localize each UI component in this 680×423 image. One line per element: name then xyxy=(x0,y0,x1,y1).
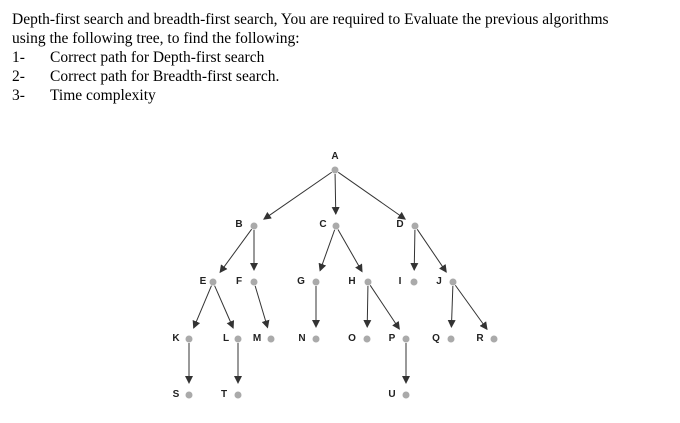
node-o xyxy=(364,336,371,343)
edge-h-o xyxy=(367,286,368,327)
node-label-l: L xyxy=(222,333,230,344)
node-label-p: P xyxy=(388,333,396,344)
requirement-text: Correct path for Breadth-first search. xyxy=(50,68,280,85)
requirement-number: 1- xyxy=(12,49,25,66)
edge-h-p xyxy=(370,285,399,329)
node-u xyxy=(403,392,410,399)
requirement-text: Correct path for Depth-first search xyxy=(50,49,265,66)
edge-j-r xyxy=(455,285,487,329)
node-d xyxy=(412,223,419,230)
node-label-h: H xyxy=(348,276,356,287)
node-q xyxy=(448,336,455,343)
node-c xyxy=(333,223,340,230)
node-k xyxy=(186,336,193,343)
edge-a-d xyxy=(338,172,405,219)
node-a xyxy=(332,167,339,174)
edge-d-j xyxy=(417,229,446,272)
node-r xyxy=(491,336,498,343)
node-n xyxy=(313,336,320,343)
node-label-k: K xyxy=(172,333,180,344)
node-label-e: E xyxy=(199,276,207,287)
node-label-u: U xyxy=(388,389,396,400)
edge-a-c xyxy=(335,174,336,214)
edge-c-g xyxy=(320,230,335,271)
edge-c-h xyxy=(338,229,362,271)
node-label-a: A xyxy=(331,151,339,162)
tree-edges xyxy=(189,172,487,383)
node-j xyxy=(450,279,457,286)
edge-e-k xyxy=(194,286,212,328)
edge-f-m xyxy=(255,286,267,328)
node-s xyxy=(186,392,193,399)
edge-b-e xyxy=(220,229,252,272)
node-label-s: S xyxy=(172,389,180,400)
node-label-o: O xyxy=(348,333,356,344)
node-label-d: D xyxy=(396,219,404,230)
node-label-c: C xyxy=(319,219,327,230)
node-label-f: F xyxy=(235,276,243,287)
requirement-number: 2- xyxy=(12,68,25,85)
node-label-i: I xyxy=(398,276,402,287)
node-p xyxy=(403,336,410,343)
node-h xyxy=(365,279,372,286)
node-g xyxy=(313,279,320,286)
node-label-m: M xyxy=(252,333,262,344)
edge-a-b xyxy=(264,172,332,219)
edge-e-l xyxy=(215,286,234,328)
node-b xyxy=(251,223,258,230)
node-i xyxy=(411,279,418,286)
node-e xyxy=(210,279,217,286)
edge-d-i xyxy=(414,230,415,270)
edge-j-q xyxy=(451,286,452,327)
node-label-n: N xyxy=(298,333,306,344)
node-label-b: B xyxy=(235,219,243,230)
intro-line-1: Depth-first search and breadth-first search, You are required to Evaluate the previous algorithms xyxy=(12,11,609,28)
node-f xyxy=(251,279,258,286)
node-label-t: T xyxy=(220,389,228,400)
requirement-text: Time complexity xyxy=(50,87,156,104)
node-label-q: Q xyxy=(432,333,440,344)
node-l xyxy=(235,336,242,343)
node-label-j: J xyxy=(436,276,442,287)
node-t xyxy=(235,392,242,399)
node-label-r: R xyxy=(476,333,484,344)
requirement-number: 3- xyxy=(12,87,25,104)
node-m xyxy=(268,336,275,343)
node-label-g: G xyxy=(297,276,305,287)
intro-line-2: using the following tree, to find the following: xyxy=(12,30,300,47)
